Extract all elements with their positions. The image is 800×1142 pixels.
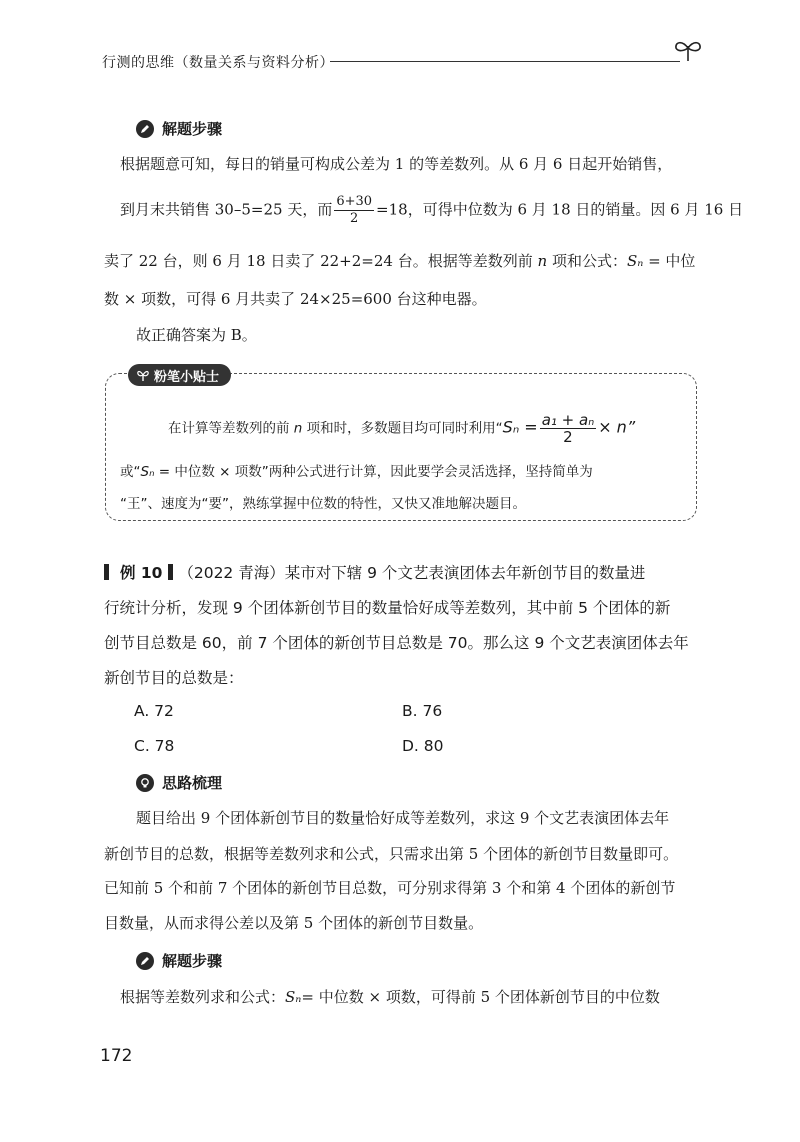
paragraph-line: 数 × 项数，可得 6 月共卖了 24×25=600 台这种电器。 (104, 290, 487, 308)
solution-steps-heading: 解题步骤 (136, 118, 222, 139)
bracket-bar (168, 564, 173, 580)
paragraph-line: 题目给出 9 个团体新创节目的数量恰好成等差数列，求这 9 个文艺表演团体去年 (136, 809, 670, 827)
option-a: A. 72 (134, 702, 174, 720)
paragraph-line: 根据等差数列求和公式：Sₙ= 中位数 × 项数，可得前 5 个团体新创节目的中位数 (120, 988, 660, 1006)
paragraph-line: 到月末共销售 30–5=25 天，而 $\frac{6+30}{2}$ =18，可得中位数为 6 月 18 日的销量。因 6 月 16 日 (120, 194, 744, 226)
tip-line: 在计算等差数列的前 n 项和时，多数题目均可同时利用“Sₙ = $\frac{\text{a₁ + aₙ}}{2}$ × n” (168, 411, 636, 446)
fraction: $\frac{6+30}{2}$ (336, 194, 373, 226)
example-question-line: 例 10 （2022 青海）某市对下辖 9 个文艺表演团体去年新创节目的数量进 (104, 561, 645, 583)
option-d: D. 80 (402, 737, 444, 755)
tips-tag: 粉笔小贴士 (128, 364, 231, 386)
pen-icon (136, 120, 154, 138)
paragraph-line: 卖了 22 台，则 6 月 18 日卖了 22+2=24 台。根据等差数列前 n 项和公式：Sₙ = 中位 (104, 252, 696, 270)
tip-line: “王”、速度为“要”，熟练掌握中位数的特性，又快又准地解决题目。 (120, 496, 526, 512)
header-rule (330, 61, 680, 62)
answer-line: 故正确答案为 B。 (136, 326, 257, 344)
paragraph-line: 已知前 5 个和前 7 个团体的新创节目总数，可分别求得第 3 个和第 4 个团体的新创节 (104, 879, 676, 897)
option-c: C. 78 (134, 737, 175, 755)
option-b: B. 76 (402, 702, 443, 720)
example-question-line: 新创节目的总数是： (104, 669, 244, 687)
lightbulb-icon (136, 774, 154, 792)
pen-icon (136, 952, 154, 970)
paragraph-line: 目数量，从而求得公差以及第 5 个团体的新创节目数量。 (104, 914, 484, 932)
example-label: 例 10 (119, 564, 163, 582)
thinking-heading: 思路梳理 (136, 772, 222, 793)
bracket-bar (104, 564, 109, 580)
tip-line: 或“Sₙ = 中位数 × 项数”两种公式进行计算，因此要学会灵活选择，坚持简单为 (120, 464, 593, 480)
sprout-icon (672, 36, 704, 62)
paragraph-line: 新创节目的总数，根据等差数列求和公式，只需求出第 5 个团体的新创节目数量即可。 (104, 845, 679, 863)
example-question-line: 创节目总数是 60，前 7 个团体的新创节目总数是 70。那么这 9 个文艺表演团体去年 (104, 634, 689, 652)
example-question-line: 行统计分析，发现 9 个团体新创节目的数量恰好成等差数列，其中前 5 个团体的新 (104, 599, 671, 617)
formula-fraction: $\frac{\text{a₁ + aₙ}}{2}$ (541, 411, 595, 446)
solution-steps-heading: 解题步骤 (136, 950, 222, 971)
running-header-title: 行测的思维（数量关系与资料分析） (102, 55, 334, 71)
paragraph-line: 根据题意可知，每日的销量可构成公差为 1 的等差数列。从 6 月 6 日起开始销售， (120, 155, 673, 173)
page-number: 172 (100, 1046, 133, 1066)
sprout-icon (136, 368, 150, 382)
